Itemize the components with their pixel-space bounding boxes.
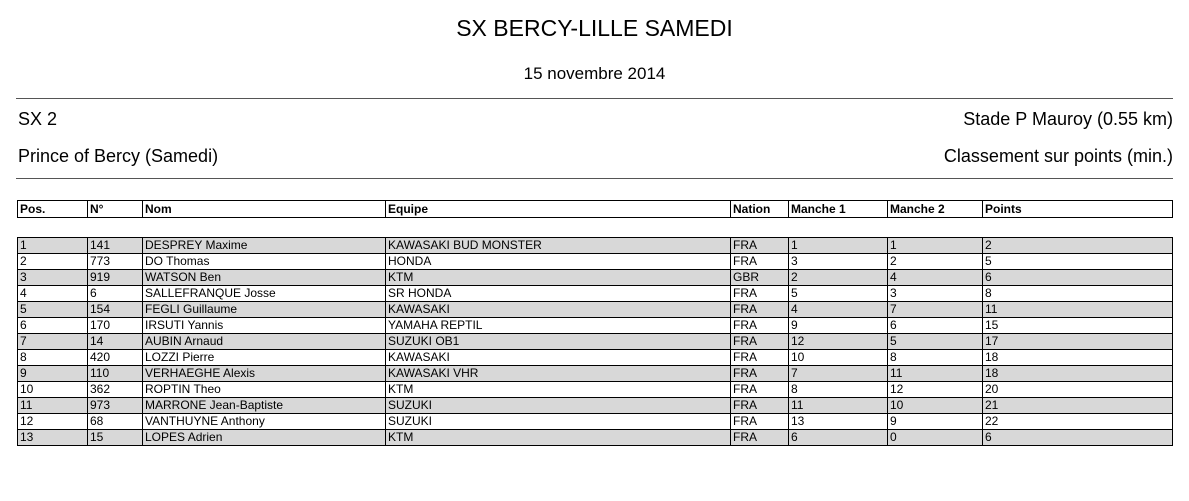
document-title: SX BERCY-LILLE SAMEDI: [456, 15, 733, 41]
cell-number: 919: [88, 270, 143, 286]
table-row: [18, 366, 1173, 382]
cell-race1: 8: [789, 382, 888, 398]
cell-number: 15: [88, 430, 143, 446]
results-body: [18, 238, 1173, 446]
cell-nation: FRA: [731, 398, 789, 414]
col-header-points: Points: [983, 201, 1173, 218]
cell-points: 17: [983, 334, 1173, 350]
cell-race1: 4: [789, 302, 888, 318]
col-header-number: N°: [88, 201, 143, 218]
cell-race2: 12: [888, 382, 983, 398]
cell-points: 5: [983, 254, 1173, 270]
cell-points: 21: [983, 398, 1173, 414]
col-header-nation: Nation: [731, 201, 789, 218]
table-row: [18, 302, 1173, 318]
cell-name: VANTHUYNE Anthony: [143, 414, 386, 430]
cell-number: 420: [88, 350, 143, 366]
ranking-type-label: Classement sur points (min.): [943, 146, 1173, 166]
cell-pos: 5: [18, 302, 88, 318]
cell-pos: 11: [18, 398, 88, 414]
cell-nation: FRA: [731, 334, 789, 350]
cell-pos: 7: [18, 334, 88, 350]
cell-team: KTM: [386, 382, 731, 398]
cell-pos: 2: [18, 254, 88, 270]
cell-nation: FRA: [731, 366, 789, 382]
cell-pos: 6: [18, 318, 88, 334]
cell-race1: 11: [789, 398, 888, 414]
cell-number: 154: [88, 302, 143, 318]
cell-race2: 8: [888, 350, 983, 366]
cell-race2: 0: [888, 430, 983, 446]
cell-race1: 5: [789, 286, 888, 302]
cell-points: 2: [983, 238, 1173, 254]
bottom-divider: [16, 178, 1173, 179]
table-row: [18, 382, 1173, 398]
table-row: [18, 318, 1173, 334]
cell-nation: FRA: [731, 382, 789, 398]
cell-number: 170: [88, 318, 143, 334]
cell-pos: 13: [18, 430, 88, 446]
cell-team: KAWASAKI: [386, 302, 731, 318]
cell-pos: 3: [18, 270, 88, 286]
cell-team: SR HONDA: [386, 286, 731, 302]
col-header-race1: Manche 1: [789, 201, 888, 218]
cell-race2: 1: [888, 238, 983, 254]
cell-points: 6: [983, 430, 1173, 446]
cell-name: DESPREY Maxime: [143, 238, 386, 254]
cell-pos: 8: [18, 350, 88, 366]
cell-number: 14: [88, 334, 143, 350]
cell-race1: 10: [789, 350, 888, 366]
cell-number: 6: [88, 286, 143, 302]
table-row: [18, 398, 1173, 414]
cell-team: SUZUKI: [386, 398, 731, 414]
cell-pos: 9: [18, 366, 88, 382]
col-header-race2: Manche 2: [888, 201, 983, 218]
table-row: [18, 238, 1173, 254]
cell-race2: 10: [888, 398, 983, 414]
cell-race2: 7: [888, 302, 983, 318]
cell-team: SUZUKI: [386, 414, 731, 430]
table-row: [18, 254, 1173, 270]
cell-points: 15: [983, 318, 1173, 334]
cell-name: WATSON Ben: [143, 270, 386, 286]
cell-race2: 4: [888, 270, 983, 286]
cell-nation: FRA: [731, 430, 789, 446]
cell-race1: 12: [789, 334, 888, 350]
venue-label: Stade P Mauroy (0.55 km): [963, 109, 1173, 129]
cell-number: 110: [88, 366, 143, 382]
cell-points: 20: [983, 382, 1173, 398]
col-header-name: Nom: [143, 201, 386, 218]
cell-name: SALLEFRANQUE Josse: [143, 286, 386, 302]
cell-race1: 6: [789, 430, 888, 446]
cell-name: AUBIN Arnaud: [143, 334, 386, 350]
cell-nation: FRA: [731, 350, 789, 366]
table-row: [18, 414, 1173, 430]
cell-points: 18: [983, 350, 1173, 366]
results-header-table: [17, 200, 1173, 218]
col-header-pos: Pos.: [18, 201, 88, 218]
cell-points: 11: [983, 302, 1173, 318]
cell-name: FEGLI Guillaume: [143, 302, 386, 318]
document-date: 15 novembre 2014: [523, 64, 666, 83]
cell-number: 141: [88, 238, 143, 254]
cell-nation: GBR: [731, 270, 789, 286]
cell-nation: FRA: [731, 254, 789, 270]
cell-team: HONDA: [386, 254, 731, 270]
cell-race1: 3: [789, 254, 888, 270]
table-row: [18, 430, 1173, 446]
cell-race2: 9: [888, 414, 983, 430]
cell-name: VERHAEGHE Alexis: [143, 366, 386, 382]
cell-points: 8: [983, 286, 1173, 302]
cell-team: SUZUKI OB1: [386, 334, 731, 350]
cell-name: DO Thomas: [143, 254, 386, 270]
cell-race1: 2: [789, 270, 888, 286]
cell-race1: 1: [789, 238, 888, 254]
table-row: [18, 334, 1173, 350]
cell-team: KTM: [386, 270, 731, 286]
cell-race1: 13: [789, 414, 888, 430]
table-row: [18, 350, 1173, 366]
cell-nation: FRA: [731, 238, 789, 254]
cell-points: 6: [983, 270, 1173, 286]
cell-team: YAMAHA REPTIL: [386, 318, 731, 334]
cell-pos: 12: [18, 414, 88, 430]
cell-points: 18: [983, 366, 1173, 382]
cell-points: 22: [983, 414, 1173, 430]
cell-nation: FRA: [731, 286, 789, 302]
cell-race2: 3: [888, 286, 983, 302]
cell-race2: 6: [888, 318, 983, 334]
cell-name: LOZZI Pierre: [143, 350, 386, 366]
cell-race2: 2: [888, 254, 983, 270]
cell-name: MARRONE Jean-Baptiste: [143, 398, 386, 414]
cell-team: KAWASAKI BUD MONSTER: [386, 238, 731, 254]
cell-pos: 1: [18, 238, 88, 254]
col-header-team: Equipe: [386, 201, 731, 218]
cell-pos: 10: [18, 382, 88, 398]
results-table: [17, 237, 1173, 446]
cell-team: KAWASAKI VHR: [386, 366, 731, 382]
cell-number: 362: [88, 382, 143, 398]
cell-race1: 7: [789, 366, 888, 382]
header-row: [18, 201, 1173, 218]
cell-race2: 5: [888, 334, 983, 350]
cell-nation: FRA: [731, 414, 789, 430]
event-label: Prince of Bercy (Samedi): [18, 146, 219, 166]
cell-nation: FRA: [731, 318, 789, 334]
category-label: SX 2: [18, 109, 58, 129]
cell-number: 973: [88, 398, 143, 414]
cell-race2: 11: [888, 366, 983, 382]
top-divider: [16, 98, 1173, 99]
cell-name: LOPES Adrien: [143, 430, 386, 446]
cell-name: IRSUTI Yannis: [143, 318, 386, 334]
table-row: [18, 286, 1173, 302]
cell-pos: 4: [18, 286, 88, 302]
cell-number: 773: [88, 254, 143, 270]
table-row: [18, 270, 1173, 286]
cell-name: ROPTIN Theo: [143, 382, 386, 398]
cell-race1: 9: [789, 318, 888, 334]
cell-nation: FRA: [731, 302, 789, 318]
cell-number: 68: [88, 414, 143, 430]
cell-team: KTM: [386, 430, 731, 446]
cell-team: KAWASAKI: [386, 350, 731, 366]
